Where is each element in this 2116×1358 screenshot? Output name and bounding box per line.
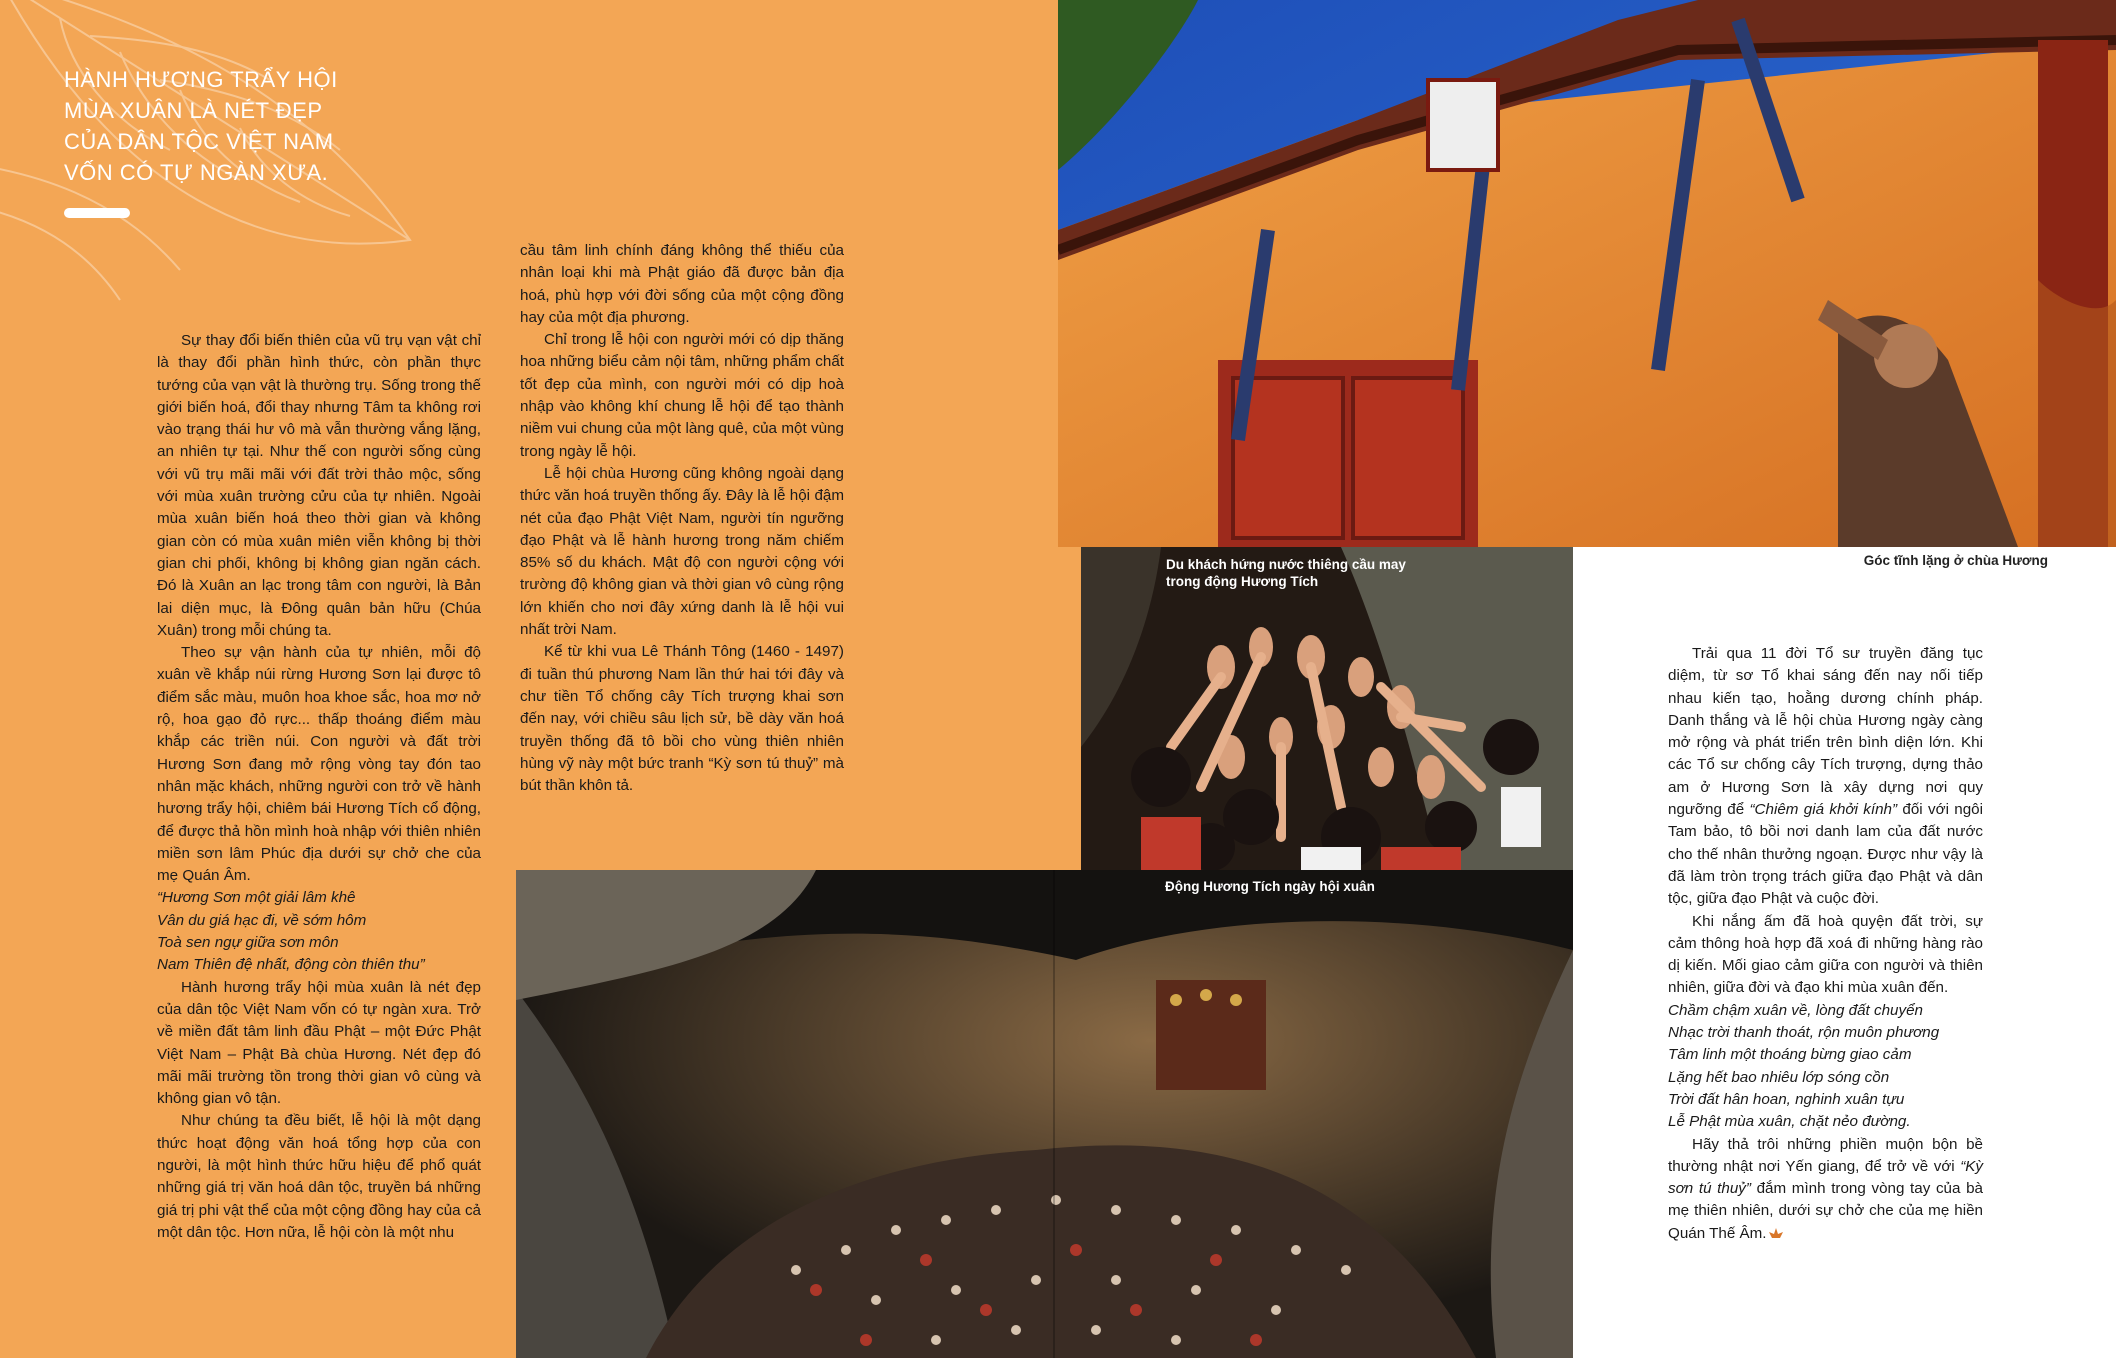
paragraph: Chỉ trong lễ hội con người mới có dịp thăng hoa những biểu cảm nội tâm, những phẩm chất tốt đẹp của mình, con người mới có dịp hoà nhập vào không khí chung lễ hội để tạo thành niềm vui chung của một làng quê, của một vùng trong ngày lễ hội. bbox=[520, 331, 844, 460]
pull-quote-bar bbox=[64, 208, 130, 218]
paragraph bbox=[1668, 1134, 1983, 1245]
caption-cave: Động Hương Tích ngày hội xuân bbox=[1165, 879, 1375, 894]
caption-temple: Góc tĩnh lặng ở chùa Hương bbox=[1863, 553, 2048, 568]
temple-photo bbox=[1058, 0, 2116, 547]
verse-line: Toà sen ngự giữa sơn môn bbox=[157, 934, 339, 952]
paragraph bbox=[1668, 643, 1983, 911]
article-column-2 bbox=[520, 240, 844, 797]
paragraph-text: Trải qua 11 đời Tổ sư truyền đăng tục diệm, từ sơ Tổ khai sáng đến nay nối tiếp nhau kiến tạo, hoằng dương chính pháp. Danh thắng và lễ hội chùa Hương ngày càng mở rộng và phát triển trên bình diện lớn. Khi các Tổ sư chống cây Tích trượng, dựng thảo am ở Hương Sơn là xây dựng nơi quy ngưỡng để bbox=[1668, 645, 1983, 819]
paragraph-text: Hãy thả trôi những phiền muộn bộn bề thường nhật nơi Yến giang, để trở về với bbox=[1668, 1135, 1983, 1175]
verse-line: Lặng hết bao nhiêu lớp sóng cồn bbox=[1668, 1068, 1890, 1086]
paragraph: Sự thay đổi biến thiên của vũ trụ vạn vật chỉ là thay đổi phần hình thức, còn phần thực tướng của vạn vật là thường trụ. Sống trong thế giới biến hoá, đổi thay nhưng Tâm ta không rơi vào trạng thái hư vô mà vẫn thường vắng lặng, an nhiên tự tại. Như thế con người sống cùng với vũ trụ mãi mãi với đất trời thảo mộc, sống với mùa xuân trường cửu của tự nhiên. Ngoài mùa xuân biến hoá theo thời gian và không gian còn có mùa xuân miên viễn không bị thời gian chi phối, không bị không gian ngăn cách. Đó là Xuân an lạc trong tâm con người, là Bản lai diện mục, là Đông quân bản hữu (Chúa Xuân) trong mỗi chúng ta. bbox=[157, 332, 481, 639]
verse-line: Tâm linh một thoáng bừng giao cảm bbox=[1668, 1046, 1912, 1064]
paragraph: Hành hương trẩy hội mùa xuân là nét đẹp của dân tộc Việt Nam vốn có tự ngàn xưa. Trở về miền đất tâm linh đầu Phật – một Đức Phật Việt Nam – Phật Bà chùa Hương. Nét đẹp đó mãi mãi trường tồn trong thời gian vô cùng và không gian vô tận. bbox=[157, 978, 481, 1108]
verse-line: Vân du giá hạc đi, về sớm hôm bbox=[157, 911, 367, 929]
hands-photo bbox=[1081, 547, 1573, 870]
caption-hands: Du khách hứng nước thiêng cầu may trong động Hương Tích bbox=[1166, 557, 1406, 589]
paragraph: Khi nắng ấm đã hoà quyện đất trời, sự cảm thông hoà hợp đã xoá đi những hàng rào dị kiến. Mối giao cảm giữa con người và thiên nhiên, giữa đời và đạo khi mùa xuân đến. bbox=[1668, 912, 1983, 997]
emphasis-text: “Chiêm giá khởi kính” bbox=[1749, 801, 1898, 819]
verse-line: Lễ Phật mùa xuân, chặt nẻo đường. bbox=[1668, 1113, 1911, 1131]
lotus-end-mark-icon bbox=[1769, 1228, 1783, 1238]
paragraph: Như chúng ta đều biết, lễ hội là một dạng thức hoạt động văn hoá tổng hợp của con người, là một hình thức hữu hiệu để phổ quát những giá trị văn hoá dân tộc, truyền bá những giá trị phi vật thể của một cộng đồng hay của cả một dân tộc. Hơn nữa, lễ hội còn là một nhu bbox=[157, 1112, 481, 1241]
cave-photo bbox=[516, 870, 1573, 1358]
paragraph-text: đắm mình trong vòng tay của bà mẹ thiên nhiên, dưới sự chở che của mẹ hiền Quán Thế Âm. bbox=[1668, 1180, 1983, 1242]
paragraph: Lễ hội chùa Hương cũng không ngoài dạng thức văn hoá truyền thống ấy. Đây là lễ hội đậm nét của đạo Phật Việt Nam, người tín ngưỡng đạo Phật và lễ hành hương trong năm chiếm 85% số du khách. Mật độ con người cộng với trường độ không gian và thời gian vô cùng rộng lớn khiến cho nơi đây xứng danh là lễ hội vui nhất trời Nam. bbox=[520, 464, 844, 639]
verse-line: Trời đất hân hoan, nghinh xuân tựu bbox=[1668, 1090, 1905, 1108]
pull-quote: HÀNH HƯƠNG TRẨY HỘI MÙA XUÂN LÀ NÉT ĐẸP CỦA DÂN TỘC VIỆT NAM VỐN CÓ TỰ NGÀN XƯA. bbox=[64, 67, 338, 185]
verse-line: Nhạc trời thanh thoát, rộn muôn phương bbox=[1668, 1024, 1940, 1042]
verse-line: Nam Thiên đệ nhất, động còn thiên thu” bbox=[157, 956, 425, 974]
paragraph: Theo sự vận hành của tự nhiên, mỗi độ xuân về khắp núi rừng Hương Sơn lại được tô điểm sắc màu, muôn hoa khoe sắc, hoa mơ nở rộ, hoa gạo đỏ rực... thấp thoáng điểm màu khắp các triền núi. Con người và đất trời Hương Sơn đang mở rộng vòng tay đón tao nhân mặc khách, những người con trở về hành hương trẩy hội, chiêm bái Hương Tích cổ động, để được thả hồn mình hoà nhập với thiên nhiên miền sơn lâm Phúc địa dưới sự chở che của mẹ Quán Âm. bbox=[157, 644, 481, 885]
article-column-1 bbox=[157, 330, 481, 1244]
article-column-3 bbox=[1668, 643, 1983, 1245]
verse-line: “Hương Sơn một giải lâm khê bbox=[157, 889, 356, 907]
verse-line: Chầm chậm xuân về, lòng đất chuyển bbox=[1668, 1001, 1923, 1019]
paragraph-continued: cầu tâm linh chính đáng không thể thiếu của nhân loại khi mà Phật giáo đã được bản địa hoá, phù hợp với đời sống của một cộng đồng hay của một địa phương. bbox=[520, 242, 844, 326]
paragraph: Kể từ khi vua Lê Thánh Tông (1460 - 1497) đi tuần thú phương Nam lần thứ hai tới đây và chư tiền Tổ chống cây Tích trượng khai sơn đến nay, với chiều sâu lịch sử, bề dày văn hoá truyền thống đã tô bồi cho vùng thiên nhiên hùng vỹ này một bức tranh “Kỳ sơn tú thuỷ” mà bút thần khôn tả. bbox=[520, 643, 844, 795]
paragraph-text: đối với ngôi Tam bảo, tô bồi nơi danh lam của đất nước cho thế nhân thưởng ngoạn. Được như vậy là đã làm tròn trọng trách giữa đạo Phật và dân tộc, giữa đạo Phật và cuộc đời. bbox=[1668, 801, 1983, 908]
emphasis-text: “Kỳ sơn tú thuỷ” bbox=[1668, 1157, 1983, 1198]
